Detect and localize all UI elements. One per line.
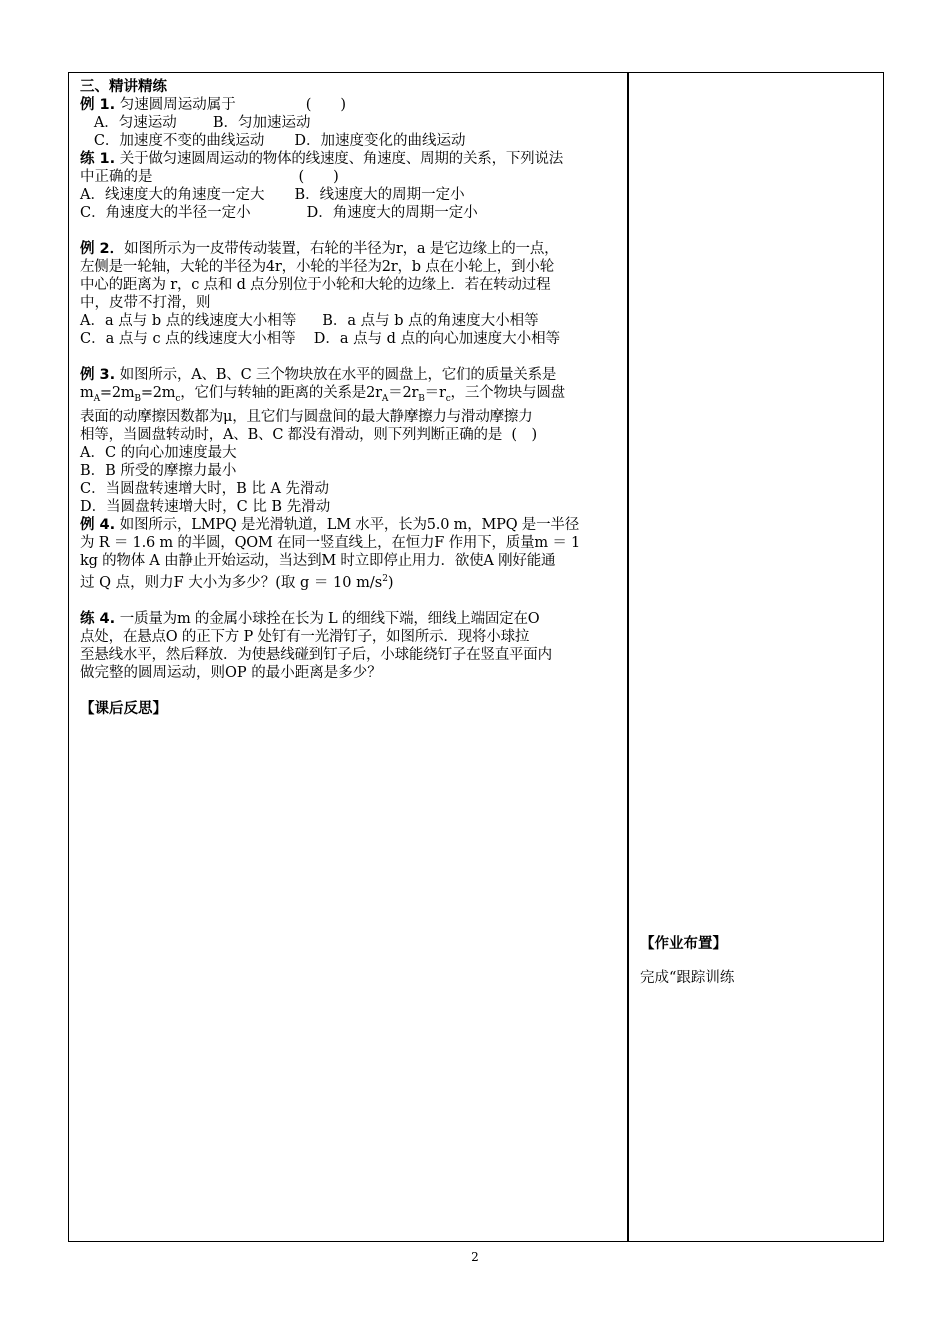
section-title: 三、精讲精练 [80,79,167,95]
example-3-line2: $m_A=2m_B=2m_c$，它们与转轴的距离的关系是$2r_A=2r_B=r_c$，三个物块与圆盘 [80,385,565,404]
example-1-stem: 例 1. 匀速圆周运动属于 ( ) [80,97,347,113]
practice-1-stem-cont: 中正确的是 ( ) [80,169,339,185]
page-number: 2 [471,1250,479,1264]
example-4-line3: kg 的物体 A 由静止开始运动，当达到M 时立即停止用力．欲使A 刚好能通 [80,552,556,569]
example-2-options-cd: C．a 点与 c 点的线速度大小相等 D．a 点与 d 点的向心加速度大小相等 [80,331,561,347]
example-3-option-a: A．C 的向心加速度最大 [80,444,237,461]
main-column [80,78,620,718]
example-3-option-c: C．当圆盘转速增大时，B 比 A 先滑动 [80,480,330,497]
homework-title: 【作业布置】 [640,936,727,952]
column-divider [627,72,629,1242]
example-3-line1: 例 3. 如图所示，A、B、C 三个物块放在水平的圆盘上，它们的质量关系是 [80,367,557,383]
example-2-line1: 例 2．如图所示为一皮带传动装置，右轮的半径为r，a 是它边缘上的一点， [80,241,559,257]
practice-1-options-cd: C．角速度大的半径一定小 D．角速度大的周期一定小 [80,205,478,221]
practice-1-options-ab: A．线速度大的角速度一定大 B．线速度大的周期一定小 [80,187,465,203]
practice-4-line2: 点处，在悬点O 的正下方 P 处钉有一光滑钉子，如图所示．现将小球拉 [80,628,530,645]
reflection-title: 【课后反思】 [80,700,167,717]
example-3-line4: 相等，当圆盘转动时，A、B、C 都没有滑动，则下列判断正确的是 ( ) [80,426,538,443]
example-3-option-b: B．B 所受的摩擦力最小 [80,462,237,479]
practice-1-stem: 练 1. 关于做匀速圆周运动的物体的线速度、角速度、周期的关系，下列说法 [80,151,564,167]
homework-text: 完成“跟踪训练 [640,970,735,986]
practice-4-line1: 练 4. 一质量为m 的金属小球拴在长为 L 的细线下端，细线上端固定在O [80,610,540,627]
example-2-line3: 中心的距离为 r，c 点和 d 点分别位于小轮和大轮的边缘上．若在转动过程 [80,277,551,293]
practice-4-line3: 至悬线水平，然后释放．为使悬线碰到钉子后，小球能绕钉子在竖直平面内 [80,646,552,663]
example-1-options-cd: C．加速度不变的曲线运动 D．加速度变化的曲线运动 [93,133,466,149]
example-2-line2: 左侧是一轮轴，大轮的半径为4r，小轮的半径为2r，b 点在小轮上，到小轮 [80,259,555,275]
example-3-option-d: D．当圆盘转速增大时，C 比 B 先滑动 [80,498,331,515]
example-3-line3: 表面的动摩擦因数都为μ，且它们与圆盘间的最大静摩擦力与滑动摩擦力 [80,408,533,425]
example-2-options-ab: A．a 点与 b 点的线速度大小相等 B．a 点与 b 点的角速度大小相等 [80,313,539,329]
example-1-options-ab: A．匀速运动 B．匀加速运动 [93,115,311,131]
example-4-line2: 为 R ＝ 1.6 m 的半圆，QOM 在同一竖直线上，在恒力F 作用下，质量m ＝ 1 [80,534,581,551]
example-4-line4: 过 Q 点，则力F 大小为多少？(取 g ＝ 10 $m/s^2$) [80,573,394,591]
example-4-line1: 例 4. 如图所示，LMPQ 是光滑轨道，LM 水平，长为5.0 m，MPQ 是一半径 [80,516,579,533]
practice-4-line4: 做完整的圆周运动，则OP 的最小距离是多少？ [80,664,382,681]
example-2-line4: 中，皮带不打滑，则 [80,295,211,311]
